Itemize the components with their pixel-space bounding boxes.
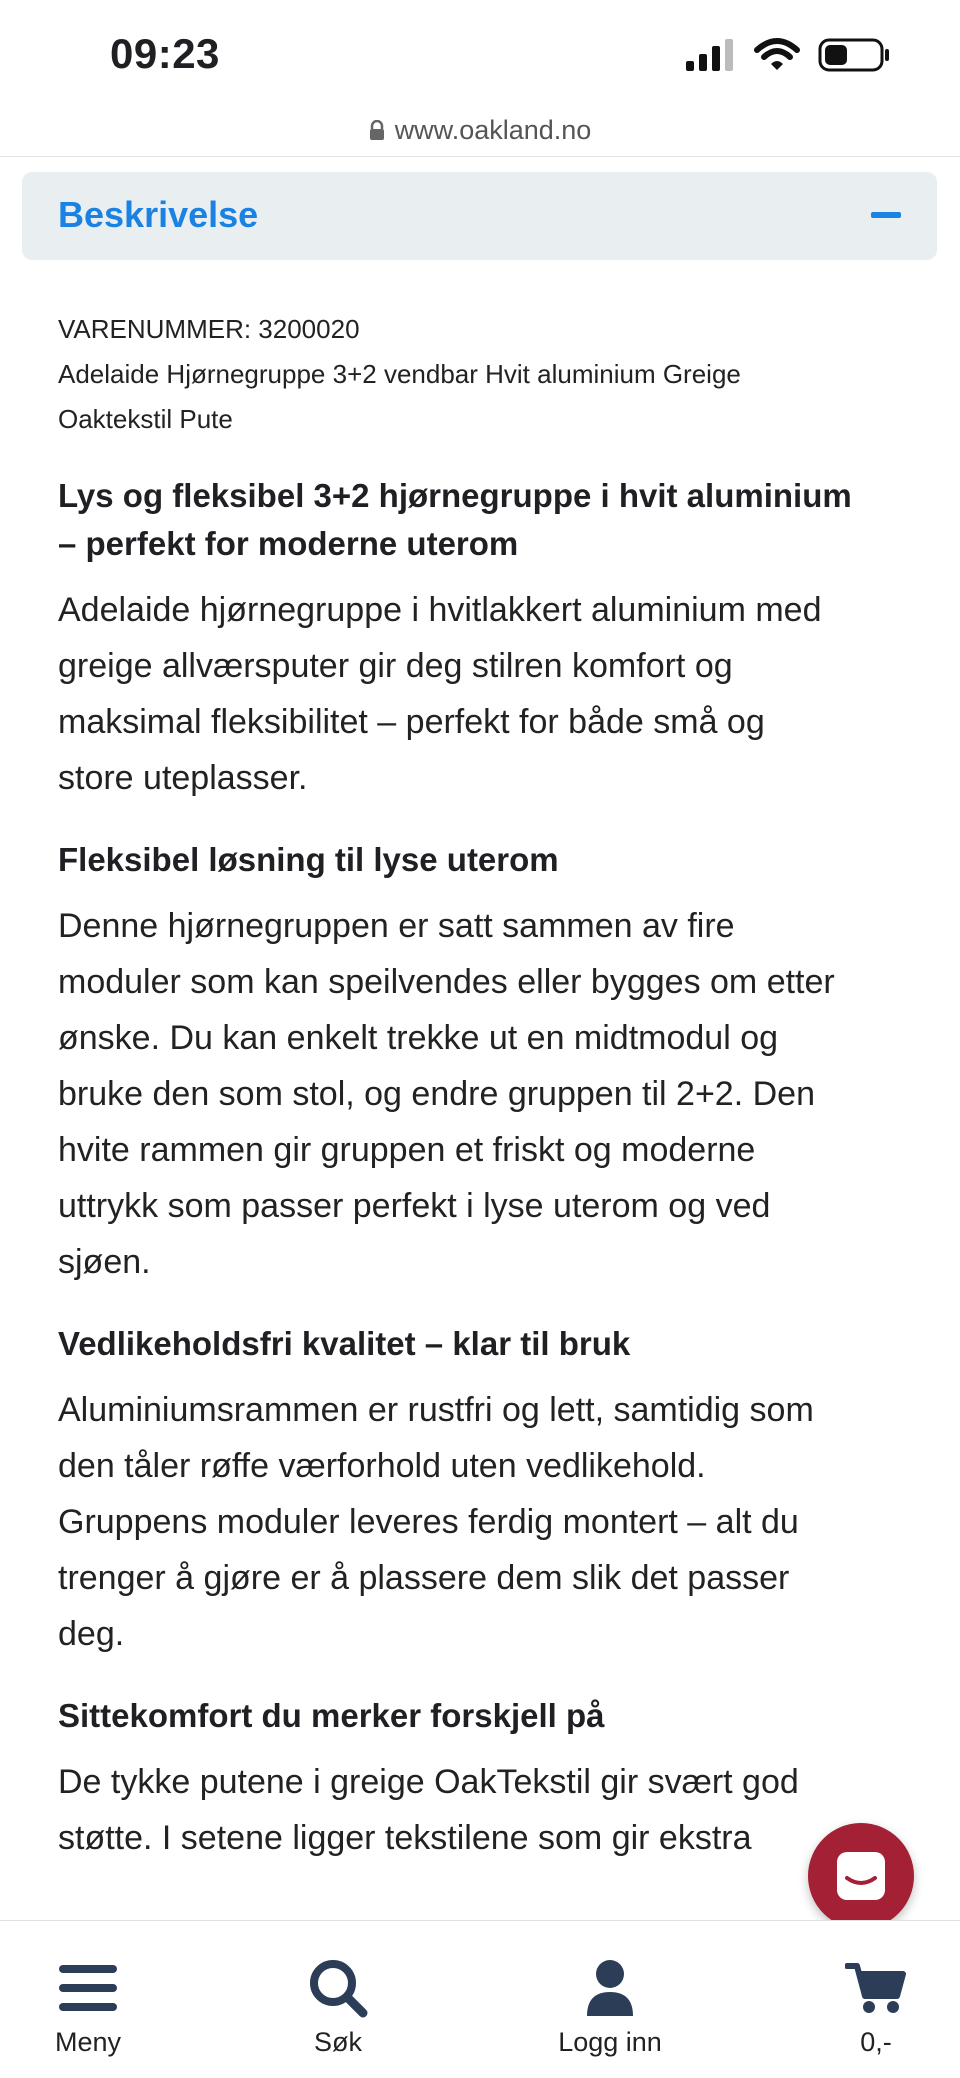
section-body-line: støtte. I setene ligger tekstilene som gir ekstra — [58, 1819, 752, 1857]
section-body-line: bruke den som stol, og endre gruppen til 2+2. Den — [58, 1075, 815, 1113]
status-bar — [0, 0, 960, 115]
section-heading-line: Fleksibel løsning til lyse uterom — [58, 841, 559, 878]
section-body-line: Aluminiumsrammen er rustfri og lett, samtidig som — [58, 1391, 814, 1429]
section-body-line: store uteplasser. — [58, 759, 308, 797]
lock-icon — [369, 120, 385, 140]
section-body-line: greige allværsputer gir deg stilren komfort og — [58, 647, 733, 685]
section-heading-line: – perfekt for moderne uterom — [58, 525, 519, 562]
section-heading-line: Vedlikeholdsfri kvalitet – klar til bruk — [58, 1325, 631, 1362]
product-name-line: Oaktekstil Pute — [58, 404, 233, 434]
section-body-line: De tykke putene i greige OakTekstil gir svært god — [58, 1763, 799, 1801]
section-body-line: den tåler røffe værforhold uten vedlikehold. — [58, 1447, 706, 1485]
section-heading-line: Sittekomfort du merker forskjell på — [58, 1697, 605, 1734]
section-body-line: hvite rammen gir gruppen et friskt og moderne — [58, 1131, 756, 1169]
url-bar[interactable] — [0, 105, 960, 155]
search-icon — [307, 1957, 369, 2019]
nav-menu[interactable] — [38, 1921, 138, 2078]
section-body-line: trenger å gjøre er å plassere dem slik det passer — [58, 1559, 790, 1597]
nav-login-label: Logg inn — [558, 2027, 662, 2057]
user-icon — [585, 1957, 635, 2019]
description-body — [58, 307, 918, 1866]
wifi-icon — [754, 38, 800, 72]
url-text: www.oakland.no — [394, 114, 592, 145]
section-body-line: deg. — [58, 1615, 125, 1653]
bottom-navigation — [0, 1920, 960, 2078]
section-body-line: maksimal fleksibilitet – perfekt for både små og — [58, 703, 765, 741]
nav-cart[interactable] — [836, 1921, 916, 2078]
section-body-line: ønske. Du kan enkelt trekke ut en midtmodul og — [58, 1019, 779, 1057]
product-sku: VARENUMMER: 3200020 — [58, 314, 360, 344]
status-icons — [686, 38, 890, 72]
section-body-line: moduler som kan speilvendes eller bygges om etter — [58, 963, 835, 1001]
section-heading-line: Lys og fleksibel 3+2 hjørnegruppe i hvit aluminium — [58, 477, 852, 514]
accordion-description-header[interactable] — [22, 172, 937, 260]
nav-login[interactable] — [530, 1921, 690, 2078]
product-description — [0, 157, 960, 1920]
battery-icon — [818, 38, 890, 72]
section-1 — [58, 472, 918, 806]
accordion-title: Beskrivelse — [58, 194, 259, 235]
section-3 — [58, 1320, 918, 1662]
hamburger-menu-icon — [59, 1957, 117, 2019]
chat-button[interactable] — [808, 1823, 914, 1929]
shopping-cart-icon — [845, 1957, 907, 2019]
section-body-line: Denne hjørnegruppen er satt sammen av fire — [58, 907, 735, 945]
nav-search-label: Søk — [313, 2027, 362, 2057]
status-time: 09:23 — [110, 30, 220, 77]
section-body-line: sjøen. — [58, 1243, 151, 1281]
section-body-line: uttrykk som passer perfekt i lyse uterom og ved — [58, 1187, 771, 1225]
product-name-line: Adelaide Hjørnegruppe 3+2 vendbar Hvit aluminium Greige — [58, 359, 741, 389]
product-meta — [58, 307, 918, 442]
nav-cart-total: 0,- — [860, 2027, 892, 2057]
cellular-signal-icon — [686, 39, 736, 71]
chat-icon — [808, 1823, 914, 1929]
section-body-line: Gruppens moduler leveres ferdig montert – alt du — [58, 1503, 799, 1541]
nav-menu-label: Meny — [54, 2027, 122, 2057]
collapse-minus-icon[interactable] — [871, 212, 901, 218]
section-4 — [58, 1692, 918, 1866]
section-body-line: Adelaide hjørnegruppe i hvitlakkert aluminium med — [58, 591, 822, 629]
nav-search[interactable] — [288, 1921, 388, 2078]
section-2 — [58, 836, 918, 1290]
